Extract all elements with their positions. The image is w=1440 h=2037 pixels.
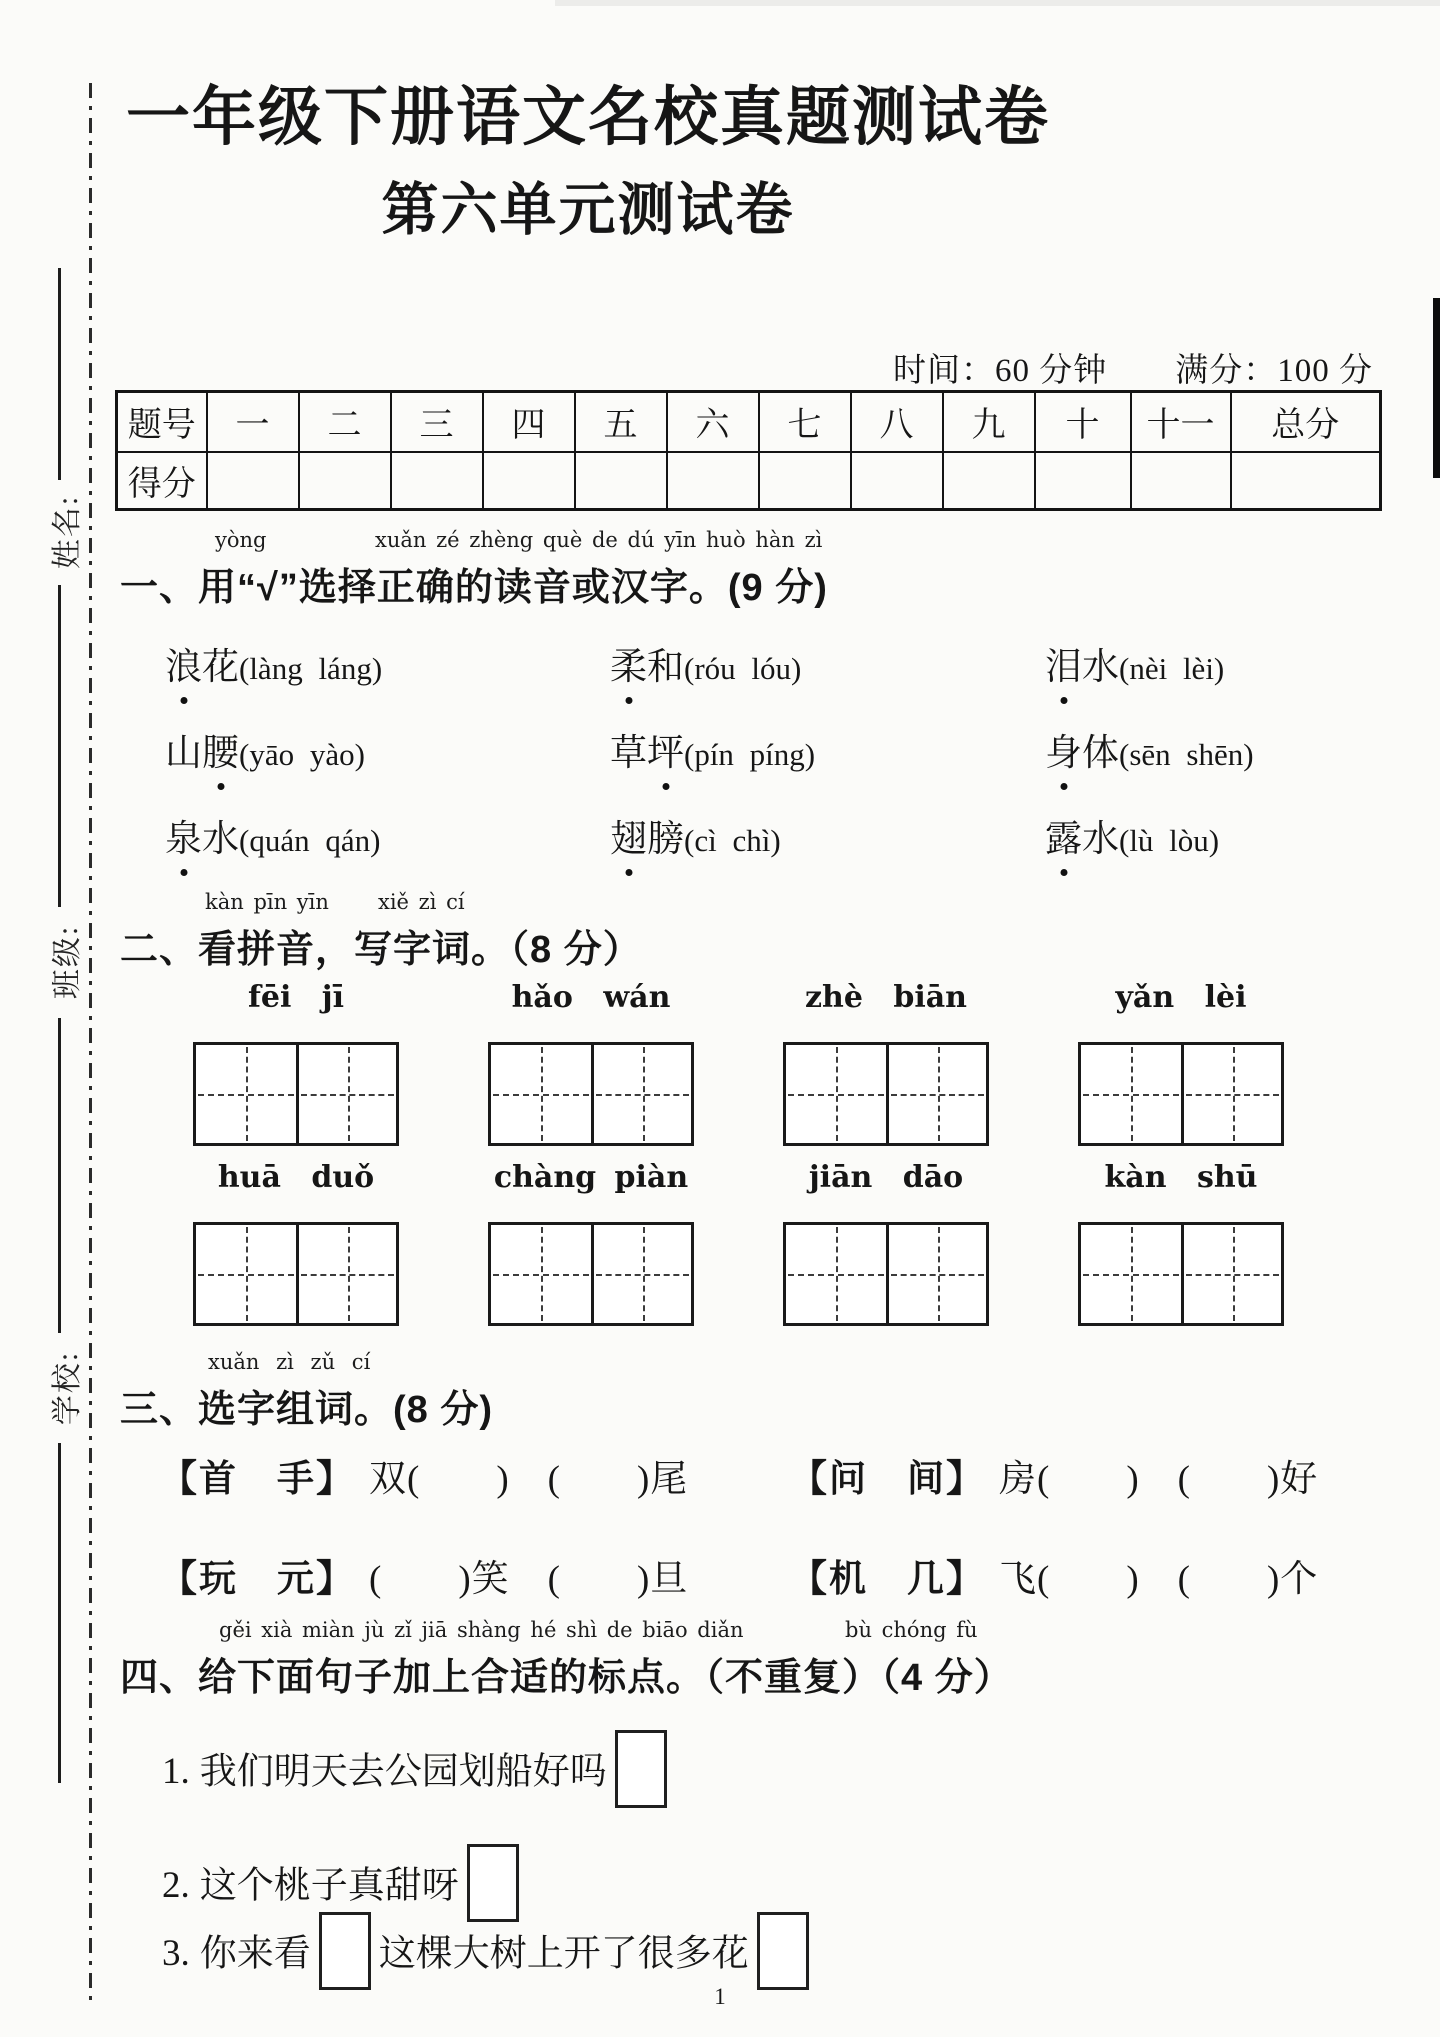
section4-heading: 四、给下面句子加上合适的标点。（不重复）（4 分） (120, 1657, 1013, 1699)
pinyin-part: bù chóng fù (845, 1618, 978, 1642)
writing-grid (783, 1222, 989, 1326)
writing-cell (491, 1045, 591, 1143)
score-table-header-cell: 题号 (117, 392, 207, 452)
pinyin-options: (cì chì) (684, 823, 781, 858)
fill-blank: ( )笑 ( )旦 (369, 1559, 689, 1600)
writing-cell (196, 1225, 296, 1323)
score-table-header-cell: 五 (575, 392, 667, 452)
pinyin-part: xiě zì cí (378, 890, 465, 914)
section1-heading: 一、用“√”选择正确的读音或汉字。(9 分) (120, 567, 828, 609)
page-number: 1 (714, 1984, 726, 2009)
sentence-text: 这个桃子真甜呀 (199, 1865, 459, 1907)
school-write-line (58, 1443, 61, 1783)
fill-blank: 飞( ) ( )个 (999, 1559, 1319, 1600)
sentence-text: 这棵大树上开了很多花 (378, 1933, 749, 1975)
sentence-number: 3. (162, 1933, 190, 1975)
fill-blank: 双( ) ( )尾 (369, 1459, 689, 1500)
score-row-label: 得分 (117, 452, 207, 510)
dotted-char: 露 (1045, 819, 1082, 860)
q3-item (160, 1548, 688, 1602)
pinyin-word: chàng piàn (493, 1160, 689, 1195)
pinyin-part: yòng (215, 528, 267, 552)
punctuation-box (615, 1730, 667, 1808)
score-table-header-cell: 三 (391, 392, 483, 452)
writing-grid (488, 1042, 694, 1146)
writing-grid (193, 1042, 399, 1146)
score-table-header-cell: 七 (759, 392, 851, 452)
pinyin-part: xuǎn zé zhèng què de dú yīn huò hàn zì (375, 528, 823, 552)
school-label: 学校: (51, 1350, 84, 1426)
score-cell (943, 452, 1035, 510)
q3-item (790, 1448, 1318, 1502)
score-cell (483, 452, 575, 510)
pinyin-word: yǎn lèi (1115, 980, 1247, 1015)
section3-pinyin (120, 1350, 620, 1376)
writing-cell (591, 1225, 691, 1323)
section3-heading: 三、选字组词。(8 分) (120, 1389, 494, 1431)
score-table-header-cell: 一 (207, 392, 299, 452)
scan-artifact-top (555, 0, 1440, 6)
name-write-line-2 (58, 585, 61, 907)
score-cell (759, 452, 851, 510)
fill-blank: 房( ) ( )好 (999, 1459, 1319, 1500)
writing-cell (886, 1225, 986, 1323)
score-table-header-row (117, 392, 1381, 452)
scan-artifact-right (1433, 298, 1440, 478)
dotted-char: 腰 (202, 733, 239, 774)
pinyin-options: (nèi lèi) (1119, 651, 1225, 686)
score-cell (391, 452, 483, 510)
writing-grid (1078, 1222, 1284, 1326)
score-table-header-cell: 八 (851, 392, 943, 452)
q1-item: 泉水(quán qán) (165, 819, 381, 860)
q1-item: 草坪(pín píng) (610, 733, 816, 774)
q1-item: 山腰(yāo yào) (165, 733, 365, 774)
score-cell (575, 452, 667, 510)
score-table-header-cell: 二 (299, 392, 391, 452)
writing-cell (591, 1045, 691, 1143)
sentence-text: 你来看 (199, 1933, 311, 1975)
paper-title: 一年级下册语文名校真题测试卷 (126, 82, 1050, 153)
score-table-header-cell: 十 (1035, 392, 1131, 452)
section2-pinyin (120, 890, 820, 916)
q1-item: 浪花(làng láng) (165, 647, 383, 688)
pinyin-options: (lù lòu) (1119, 823, 1220, 858)
writing-cell (1081, 1045, 1181, 1143)
punctuation-box (757, 1912, 809, 1990)
time-score-info: 时间：60 分钟 满分：100 分 (893, 353, 1373, 389)
writing-cell (786, 1225, 886, 1323)
class-write-line (58, 1018, 61, 1333)
pinyin-options: (làng láng) (239, 651, 383, 686)
pinyin-options: (róu lóu) (684, 651, 802, 686)
score-cell (1035, 452, 1131, 510)
sentence-number: 2. (162, 1865, 190, 1907)
char-choices: 【玩 元】 (160, 1559, 355, 1600)
score-table-header-cell: 六 (667, 392, 759, 452)
punctuation-box (319, 1912, 371, 1990)
dotted-char: 身 (1045, 733, 1082, 774)
section4-pinyin (120, 1618, 1320, 1644)
writing-cell (786, 1045, 886, 1143)
writing-grid (193, 1222, 399, 1326)
writing-cell (196, 1045, 296, 1143)
binding-line (89, 83, 92, 2003)
writing-cell (1181, 1045, 1281, 1143)
writing-cell (886, 1045, 986, 1143)
dotted-char: 泪 (1045, 647, 1082, 688)
dotted-char: 浪 (165, 647, 202, 688)
name-label: 姓名: (51, 494, 84, 570)
pinyin-options: (yāo yào) (239, 737, 365, 772)
dotted-char: 坪 (647, 733, 684, 774)
q3-item (790, 1548, 1318, 1602)
writing-grid (1078, 1042, 1284, 1146)
score-cell (207, 452, 299, 510)
dotted-char: 柔 (610, 647, 647, 688)
sentence-text: 我们明天去公园划船好吗 (199, 1751, 607, 1793)
section2-heading: 二、看拼音，写字词。（8 分） (120, 929, 642, 971)
name-write-line (58, 268, 61, 480)
q3-item (160, 1448, 688, 1502)
score-table-header-cell: 总分 (1231, 392, 1381, 452)
pinyin-options: (quán qán) (239, 823, 381, 858)
pinyin-word: hǎo wán (511, 980, 671, 1015)
writing-grid (488, 1222, 694, 1326)
q1-item: 露水(lù lòu) (1045, 819, 1220, 860)
score-cell (667, 452, 759, 510)
pinyin-word: kàn shū (1104, 1160, 1258, 1195)
writing-cell (296, 1225, 396, 1323)
pinyin-options: (pín píng) (684, 737, 816, 772)
paper-subtitle: 第六单元测试卷 (381, 179, 795, 242)
pinyin-options: (sēn shēn) (1119, 737, 1254, 772)
pinyin-word: fēi jī (247, 980, 345, 1015)
q1-item: 柔和(róu lóu) (610, 647, 802, 688)
pinyin-part: xuǎn zì zǔ cí (208, 1350, 371, 1374)
q1-item: 泪水(nèi lèi) (1045, 647, 1225, 688)
dotted-char: 泉 (165, 819, 202, 860)
char-choices: 【首 手】 (160, 1459, 355, 1500)
pinyin-word: jiān dāo (808, 1160, 964, 1195)
pinyin-part: gěi xià miàn jù zǐ jiā shàng hé shì de biāo diǎn (219, 1618, 744, 1642)
class-label: 班级: (51, 924, 84, 1000)
section1-pinyin (120, 528, 1020, 554)
char-choices: 【机 几】 (790, 1559, 985, 1600)
q1-item: 身体(sēn shēn) (1045, 733, 1254, 774)
char-choices: 【问 间】 (790, 1459, 985, 1500)
score-cell (1231, 452, 1381, 510)
writing-cell (296, 1045, 396, 1143)
pinyin-word: zhè biān (804, 980, 967, 1015)
punctuation-box (467, 1844, 519, 1922)
pinyin-word: huā duǒ (217, 1160, 375, 1195)
writing-grid (783, 1042, 989, 1146)
score-table-header-cell: 十一 (1131, 392, 1231, 452)
score-table-header-cell: 九 (943, 392, 1035, 452)
q1-item: 翅膀(cì chì) (610, 819, 781, 860)
sentence-number: 1. (162, 1751, 190, 1793)
score-table-header-cell: 四 (483, 392, 575, 452)
score-cell (851, 452, 943, 510)
score-table-score-row (117, 452, 1381, 510)
pinyin-part: kàn pīn yīn (205, 890, 329, 914)
sentence-item (162, 1736, 675, 1814)
score-table (115, 390, 1382, 511)
score-cell (1131, 452, 1231, 510)
writing-cell (491, 1225, 591, 1323)
score-cell (299, 452, 391, 510)
writing-cell (1181, 1225, 1281, 1323)
dotted-char: 翅 (610, 819, 647, 860)
writing-cell (1081, 1225, 1181, 1323)
